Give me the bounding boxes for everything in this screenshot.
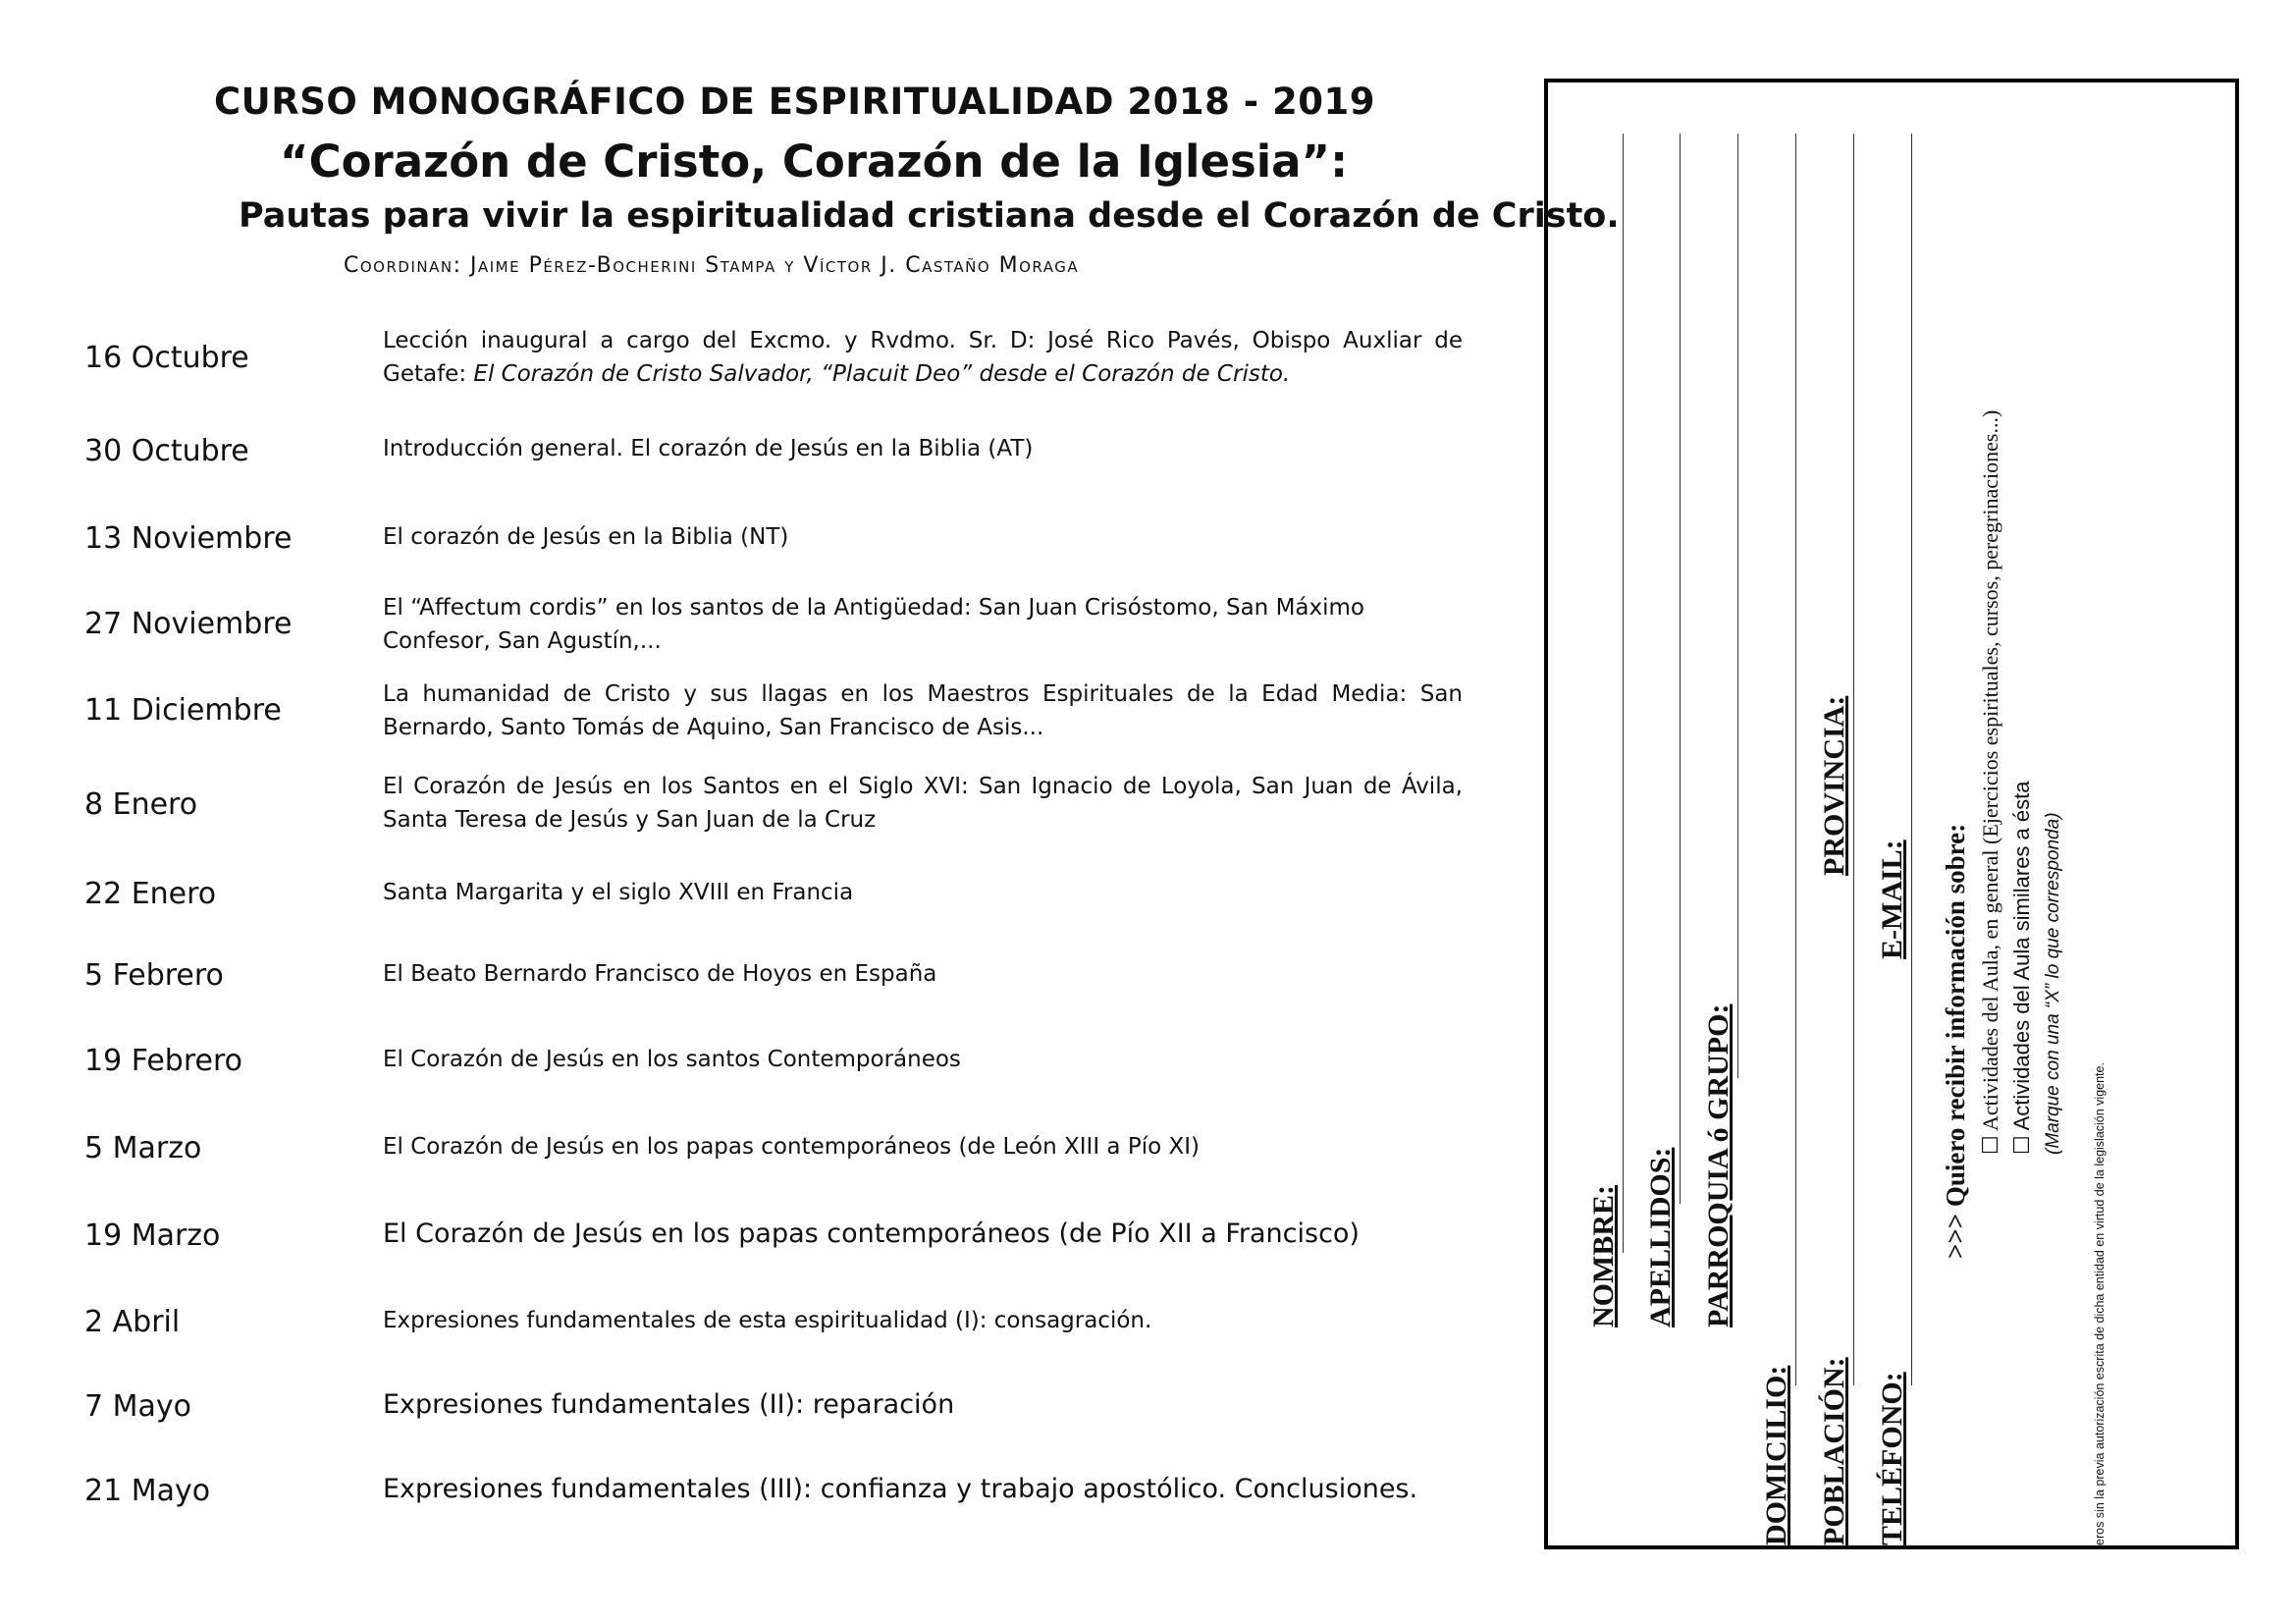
session-description: El Beato Bernardo Francisco de Hoyos en España <box>383 961 937 987</box>
info-request-title: >>> Quiero recibir información sobre: <box>1941 823 1970 1259</box>
domicilio-field-line[interactable] <box>1795 134 1796 1385</box>
session-description: El Corazón de Jesús en los Santos en el Siglo XVI: San Ignacio de Loyola, San Juan de Ávila, Santa Teresa de Jesús y San Juan de la Cruz <box>383 774 1463 833</box>
course-subtitle: Pautas para vivir la espiritualidad cristiana desde el Corazón de Cristo. <box>239 196 1620 236</box>
session-date: 7 Mayo <box>84 1389 191 1424</box>
session-date: 5 Marzo <box>84 1131 202 1165</box>
nombre-label: NOMBRE: <box>1587 1185 1620 1327</box>
session-date: 11 Diciembre <box>84 693 282 728</box>
apellidos-field-line[interactable] <box>1680 134 1681 1204</box>
session-date: 16 Octubre <box>84 341 249 375</box>
session-description: Introducción general. El corazón de Jesús en la Biblia (AT) <box>383 436 1034 461</box>
session-date: 19 Febrero <box>84 1044 242 1078</box>
session-description: El Corazón de Jesús en los papas contemporáneos (de Pío XII a Francisco) <box>383 1218 1360 1249</box>
session-description: El corazón de Jesús en la Biblia (NT) <box>383 524 789 550</box>
session-description: Santa Margarita y el siglo XVIII en Francia <box>383 880 854 905</box>
session-date: 30 Octubre <box>84 434 249 468</box>
option-similar-activities[interactable]: ☐ Actividades del Aula similares a ésta <box>2009 781 2034 1155</box>
session-description: El “Affectum cordis” en los santos de la Antigüedad: San Juan Crisóstomo, San Máximo Confesor, San Agustín,... <box>383 595 1364 654</box>
provincia-label: PROVINCIA: <box>1818 695 1850 876</box>
course-theme: “Corazón de Cristo, Corazón de la Iglesia”: <box>280 135 1349 188</box>
email-label: E-MAIL: <box>1876 839 1908 959</box>
session-date: 13 Noviembre <box>84 521 293 556</box>
apellidos-label: APELLIDOS: <box>1644 1147 1677 1327</box>
session-date: 5 Febrero <box>84 958 224 993</box>
session-description-text: Lección inaugural a cargo del Excmo. y Rvdmo. Sr. D: José Rico Pavés, Obispo Auxliar de Getafe: <box>383 328 1463 387</box>
session-description: Expresiones fundamentales (II): reparación <box>383 1389 955 1420</box>
session-date: 2 Abril <box>84 1305 181 1339</box>
email-field-line[interactable] <box>1911 134 1912 1385</box>
legal-note: eros sin la previa autorización escrita de dicha entidad en virtud de la legislación vigente. <box>2093 1062 2107 1545</box>
session-description: El Corazón de Jesús en los santos Contemporáneos <box>383 1047 961 1072</box>
provincia-field-line[interactable] <box>1853 134 1854 1385</box>
mark-hint: (Marque con una “X” lo que corresponda) <box>2043 812 2063 1155</box>
session-description: El Corazón de Jesús en los papas contemporáneos (de León XIII a Pío XI) <box>383 1134 1200 1160</box>
nombre-field-line[interactable] <box>1623 134 1624 1253</box>
poblacion-label: POBLACIÓN: <box>1818 1357 1850 1545</box>
session-date: 21 Mayo <box>84 1474 211 1508</box>
option-general-activities[interactable]: ☐ Actividades del Aula, en general (Ejercicios espirituales, cursos, peregrinaciones...) <box>1978 409 2002 1155</box>
session-date: 8 Enero <box>84 787 198 822</box>
course-title: CURSO MONOGRÁFICO DE ESPIRITUALIDAD 2018 - 2019 <box>214 81 1375 123</box>
session-description: Expresiones fundamentales de esta espiritualidad (I): consagración. <box>383 1308 1152 1333</box>
session-description <box>383 324 1463 391</box>
session-description: Expresiones fundamentales (III): confianza y trabajo apostólico. Conclusiones. <box>383 1474 1418 1504</box>
telefono-label: TELÉFONO: <box>1876 1372 1908 1545</box>
parroquia-label: PARROQUIA ó GRUPO: <box>1702 1003 1735 1327</box>
domicilio-label: DOMICILIO: <box>1760 1365 1792 1545</box>
session-date: 19 Marzo <box>84 1218 221 1253</box>
registration-form <box>1544 79 2239 1549</box>
session-description-italic: El Corazón de Cristo Salvador, “Placuit Deo” desde el Corazón de Cristo. <box>473 361 1291 387</box>
parroquia-field-line[interactable] <box>1737 134 1738 1078</box>
session-date: 22 Enero <box>84 877 217 911</box>
coordinators: Coordinan: Jaime Pérez-Bocherini Stampa y Víctor J. Castaño Moraga <box>344 253 1080 278</box>
session-description: La humanidad de Cristo y sus llagas en los Maestros Espirituales de la Edad Media: San Bernardo, Santo Tomás de Aquino, San Francisco de Asis... <box>383 681 1463 740</box>
session-date: 27 Noviembre <box>84 607 293 641</box>
